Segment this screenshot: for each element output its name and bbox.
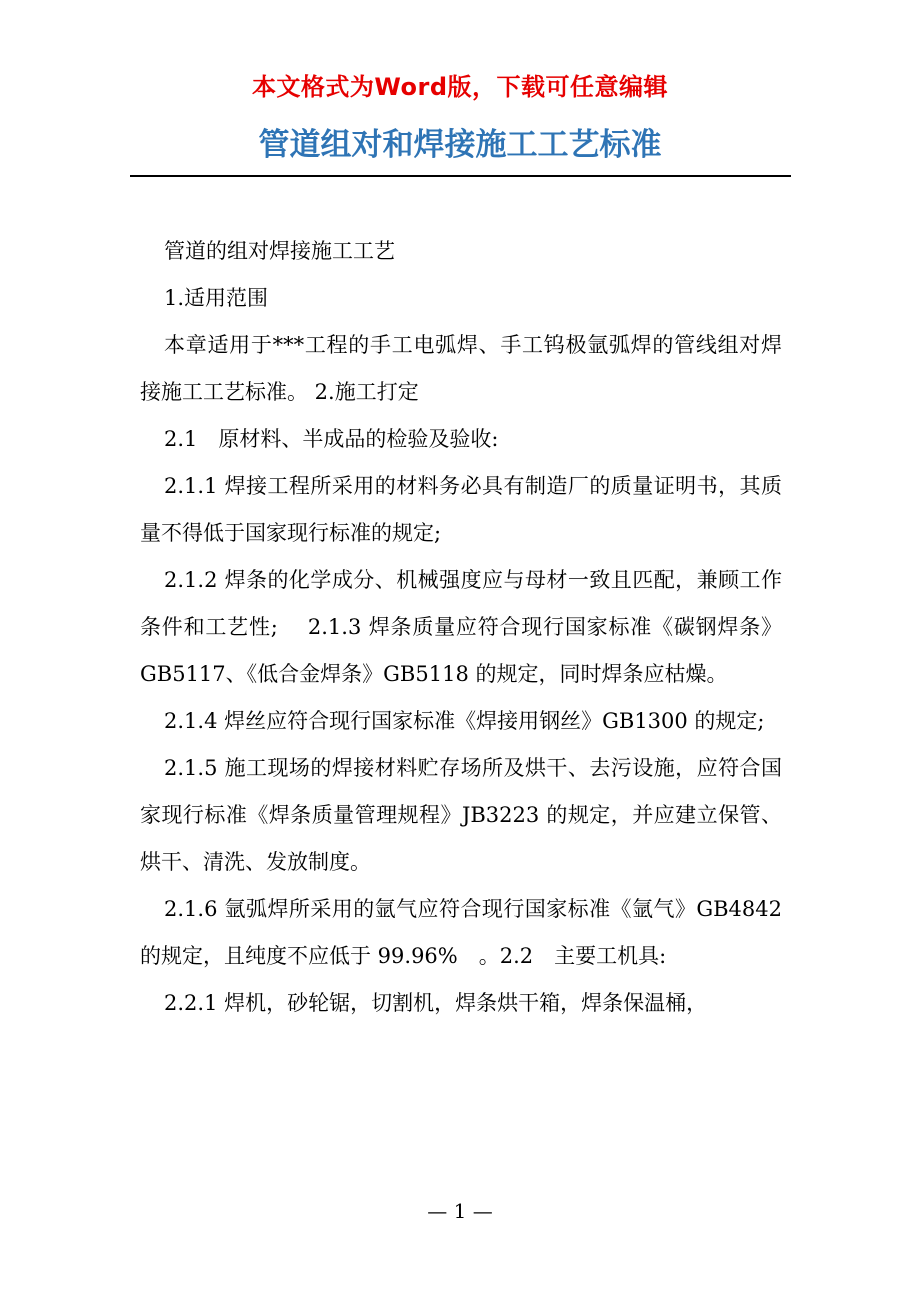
document-title: 管道组对和焊接施工工艺标准 xyxy=(258,127,662,163)
paragraph: 2.1.5 施工现场的焊接材料贮存场所及烘干、去污设施，应符合国家现行标准《焊条质量管理规程》JB3223 的规定，并应建立保管、烘干、清洗、发放制度。 xyxy=(140,756,782,874)
paragraph: 2.1.2 焊条的化学成分、机械强度应与母材一致且匹配，兼顾工作条件和工艺性; 2.1.3 焊条质量应符合现行国家标准《碳钢焊条》GB5117、《低合金焊条》GB5118 的规定，同时焊条应枯燥。 xyxy=(140,568,782,686)
paragraph: 2.1 原材料、半成品的检验及验收: xyxy=(164,427,499,451)
title-divider xyxy=(130,175,791,177)
paragraph: 管道的组对焊接施工工艺 xyxy=(164,239,395,263)
document-body xyxy=(140,228,782,1027)
format-notice-banner: 本文格式为Word版，下载可任意编辑 xyxy=(251,73,669,101)
paragraph: 1.适用范围 xyxy=(164,286,269,310)
page-number: — 1 — xyxy=(427,1199,493,1223)
paragraph: 2.1.4 焊丝应符合现行国家标准《焊接用钢丝》GB1300 的规定; xyxy=(164,709,765,733)
paragraph: 2.2.1 焊机，砂轮锯，切割机，焊条烘干箱，焊条保温桶， xyxy=(164,991,708,1015)
paragraph: 本章适用于***工程的手工电弧焊、手工钨极氩弧焊的管线组对焊接施工工艺标准。 2.施工打定 xyxy=(140,333,782,404)
paragraph: 2.1.1 焊接工程所采用的材料务必具有制造厂的质量证明书，其质量不得低于国家现行标准的规定; xyxy=(140,474,782,545)
paragraph: 2.1.6 氩弧焊所采用的氩气应符合现行国家标准《氩气》GB4842 的规定，且纯度不应低于 99.96% 。2.2 主要工机具: xyxy=(140,897,782,968)
